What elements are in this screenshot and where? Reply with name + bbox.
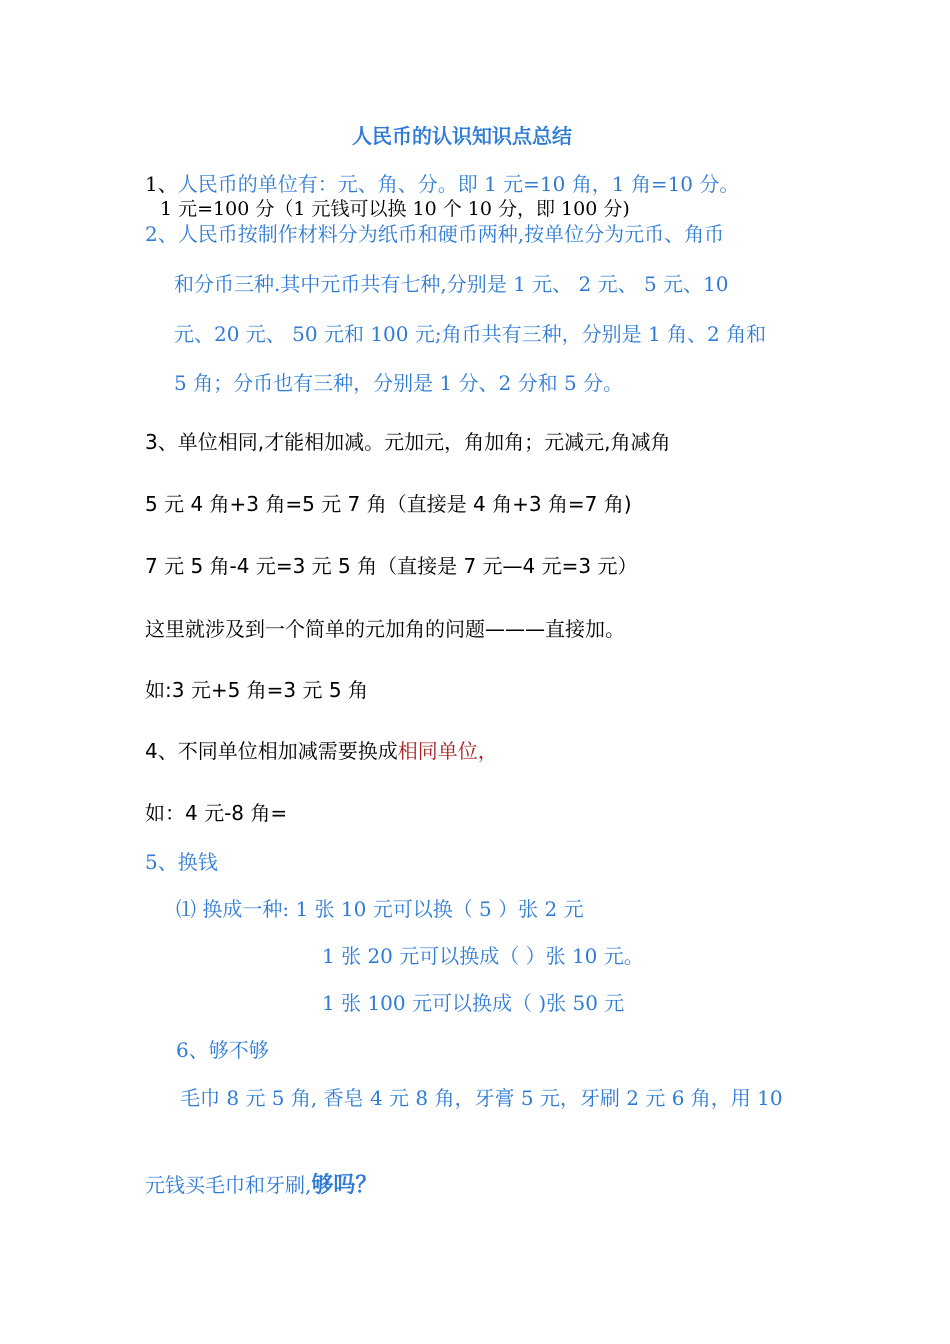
- section-3-example-1: 5 元 4 角+3 角=5 元 7 角（直接是 4 角+3 角=7 角): [145, 492, 632, 516]
- section-2-line-3: 元、20 元、 50 元和 100 元;角币共有三种，分别是 1 角、2 角和: [174, 322, 767, 346]
- section-1: [145, 174, 739, 194]
- section-2-line-1: 2、人民币按制作材料分为纸币和硬币两种,按单位分为元币、角币: [145, 222, 725, 246]
- section-4-heading-text: 4、不同单位相加减需要换成: [145, 739, 398, 763]
- section-1-note: 1 元=100 分（1 元钱可以换 10 个 10 分，即 100 分): [160, 198, 630, 220]
- section-5-heading: 5、换钱: [145, 850, 218, 874]
- section-1-number: 1、: [145, 172, 178, 196]
- section-5-item-2: 1 张 20 元可以换成（ ）张 10 元。: [322, 944, 644, 968]
- section-3-explanation: 这里就涉及到一个简单的元加角的问题———直接加。: [145, 617, 625, 641]
- section-6-heading: 6、够不够: [176, 1038, 269, 1062]
- section-6-question-emphasis: 够吗？: [311, 1173, 378, 1198]
- section-6-line-2: [145, 1175, 377, 1197]
- section-3-example-3: 如:3 元+5 角=3 元 5 角: [145, 678, 368, 702]
- section-5-item-1: ⑴ 换成一种: 1 张 10 元可以换（ 5 ）张 2 元: [176, 897, 584, 921]
- section-6-question-text: 元钱买毛巾和牙刷,: [145, 1173, 312, 1197]
- section-5-item-3: 1 张 100 元可以换成（ )张 50 元: [322, 991, 625, 1015]
- section-2-line-2: 和分币三种.其中元币共有七种,分别是 1 元、 2 元、 5 元、10: [174, 272, 729, 296]
- section-4-example: 如：4 元-8 角=: [145, 801, 288, 825]
- section-6-line-1: 毛巾 8 元 5 角, 香皂 4 元 8 角，牙膏 5 元，牙刷 2 元 6 角，用 10: [180, 1086, 783, 1110]
- section-2-line-4: 5 角；分币也有三种，分别是 1 分、2 分和 5 分。: [174, 371, 624, 395]
- section-4-highlight: 相同单位，: [397, 739, 498, 763]
- section-3-example-2: 7 元 5 角-4 元=3 元 5 角（直接是 7 元—4 元=3 元）: [145, 554, 638, 578]
- section-4-heading: [145, 741, 498, 761]
- page-title: 人民币的认识知识点总结: [352, 124, 572, 148]
- section-3-heading: 3、单位相同,才能相加减。元加元，角加角；元减元,角减角: [145, 430, 671, 454]
- section-1-text: 人民币的单位有：元、角、分。即 1 元=10 角，1 角=10 分。: [177, 172, 740, 196]
